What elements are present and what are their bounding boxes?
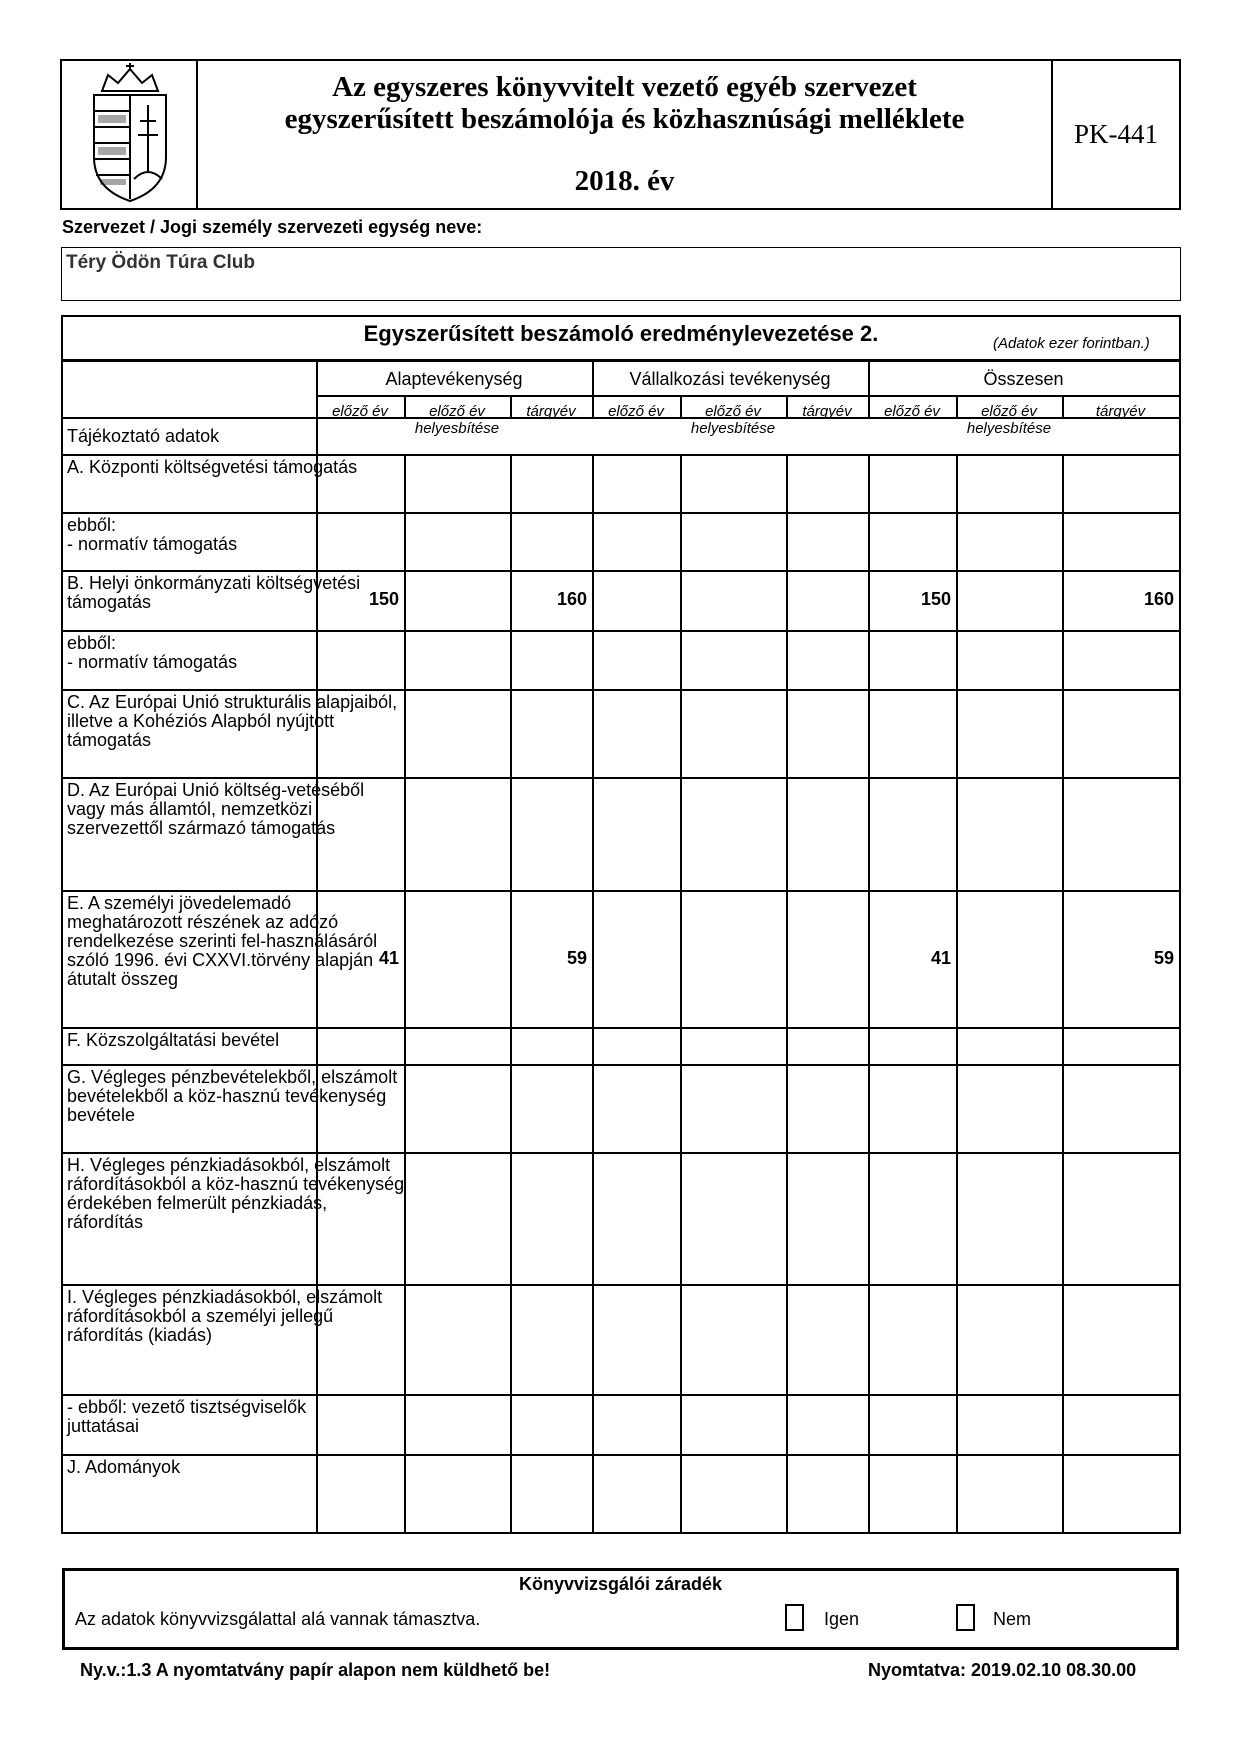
value-cell: 41 <box>930 947 951 968</box>
row-label: E. A személyi jövedelemadó meghatározott részének az adózó rendelkezése szerinti fel-használásáról szóló 1996. évi CXXVI.törvény alapján átutalt összeg <box>67 893 378 989</box>
subcolumn-header: előző év helyesbítése <box>966 403 1052 437</box>
value-cell: 59 <box>1153 947 1174 968</box>
column-divider <box>786 454 788 1532</box>
column-divider <box>868 454 870 1532</box>
row-divider <box>63 1394 1179 1396</box>
row-divider <box>63 689 1179 691</box>
row-label: ebből: - normatív támogatás <box>67 515 238 554</box>
group-header: Összesen <box>983 369 1064 389</box>
subcolumn-header: tárgyév <box>1095 403 1146 420</box>
title-line-1: Az egyszeres könyvvitelt vezető egyéb szervezet <box>332 71 917 103</box>
column-divider <box>680 454 682 1532</box>
column-divider <box>510 454 512 1532</box>
row-label: D. Az Európai Unió költség-vetéséből vagy más államtól, nemzetközi szervezettől származó támogatás <box>67 780 365 838</box>
audit-yes-checkbox[interactable] <box>785 1604 804 1631</box>
subcolumn-header: előző év helyesbítése <box>414 403 500 437</box>
row-divider <box>63 777 1179 779</box>
group-header: Vállalkozási tevékenység <box>629 369 831 389</box>
value-cell: 41 <box>378 947 399 968</box>
column-divider <box>956 454 958 1532</box>
subcolumn-header: tárgyév <box>526 403 576 420</box>
organization-name: Téry Ödön Túra Club <box>66 252 255 273</box>
row-label: B. Helyi önkormányzati költségvetési támogatás <box>67 573 361 612</box>
row-divider <box>63 1027 1179 1029</box>
row-divider <box>63 1064 1179 1066</box>
subcolumn-header: előző év <box>884 403 940 420</box>
footer-version-note: Ny.v.:1.3 A nyomtatvány papír alapon nem küldhető be! <box>80 1660 551 1680</box>
row-label: C. Az Európai Unió strukturális alapjaiból, illetve a Kohéziós Alapból nyújtott támogatás <box>67 692 398 750</box>
audit-no-label: Nem <box>993 1609 1032 1629</box>
value-cell: 150 <box>368 589 399 609</box>
row-divider <box>63 1454 1179 1456</box>
report-year: 2018. év <box>574 165 675 197</box>
row-divider <box>63 512 1179 514</box>
section-label: Tájékoztató adatok <box>67 426 220 446</box>
row-label: H. Végleges pénzkiadásokból, elszámolt ráfordításokból a köz-hasznú tevékenység érdekében felmerült pénzkiadás, ráfordítás <box>67 1155 405 1232</box>
row-divider <box>63 630 1179 632</box>
audit-clause-box <box>62 1568 1179 1650</box>
footer-print-timestamp: Nyomtatva: 2019.02.10 08.30.00 <box>868 1660 1137 1680</box>
organization-name-field <box>61 247 1181 301</box>
group-header: Alaptevékenység <box>385 369 523 389</box>
subcolumn-header: tárgyév <box>802 403 852 420</box>
title-line-2: egyszerűsített beszámolója és közhasznúsági melléklete <box>284 103 965 135</box>
form-header <box>60 59 1181 210</box>
column-divider <box>592 454 594 1532</box>
value-cell: 150 <box>920 589 951 609</box>
table-title: Egyszerűsített beszámoló eredménylevezetése 2. <box>363 321 879 346</box>
row-label: ebből: - normatív támogatás <box>67 633 238 672</box>
row-divider <box>63 1284 1179 1286</box>
audit-no-checkbox[interactable] <box>956 1604 975 1631</box>
value-cell: 59 <box>566 947 587 968</box>
row-divider <box>63 890 1179 892</box>
subcolumn-header: előző év <box>608 403 664 420</box>
form-title <box>198 61 1051 208</box>
audit-statement: Az adatok könyvvizsgálattal alá vannak támasztva. <box>75 1609 481 1629</box>
subcolumn-header: előző év helyesbítése <box>690 403 776 437</box>
value-cell: 160 <box>1143 589 1174 609</box>
coat-of-arms-logo <box>62 61 198 208</box>
value-cell: 160 <box>556 589 587 609</box>
form-code: PK-441 <box>1051 61 1179 208</box>
section-divider <box>63 454 1179 456</box>
row-label: J. Adományok <box>67 1457 181 1477</box>
organization-label: Szervezet / Jogi személy szervezeti egység neve: <box>62 217 483 237</box>
group-header-divider <box>316 395 1179 397</box>
column-divider <box>404 454 406 1532</box>
audit-yes-label: Igen <box>824 1609 860 1629</box>
subcolumn-header: előző év <box>332 403 388 420</box>
row-label: I. Végleges pénzkiadásokból, elszámolt ráfordításokból a személyi jellegű ráfordítás (kiadás) <box>67 1287 383 1345</box>
row-divider <box>63 570 1179 572</box>
column-divider <box>1062 454 1064 1532</box>
row-label: A. Központi költségvetési támogatás <box>67 457 358 477</box>
title-divider <box>63 359 1179 362</box>
row-label: F. Közszolgáltatási bevétel <box>67 1030 280 1050</box>
row-divider <box>63 1152 1179 1154</box>
audit-title: Könyvvizsgálói záradék <box>518 1574 723 1594</box>
unit-note: (Adatok ezer forintban.) <box>993 335 1150 352</box>
row-label: - ebből: vezető tisztségviselők juttatásai <box>67 1397 307 1436</box>
row-label: G. Végleges pénzbevételekből, elszámolt bevételekből a köz-hasznú tevékenység bevétele <box>67 1067 398 1125</box>
income-statement-table <box>61 315 1181 1534</box>
